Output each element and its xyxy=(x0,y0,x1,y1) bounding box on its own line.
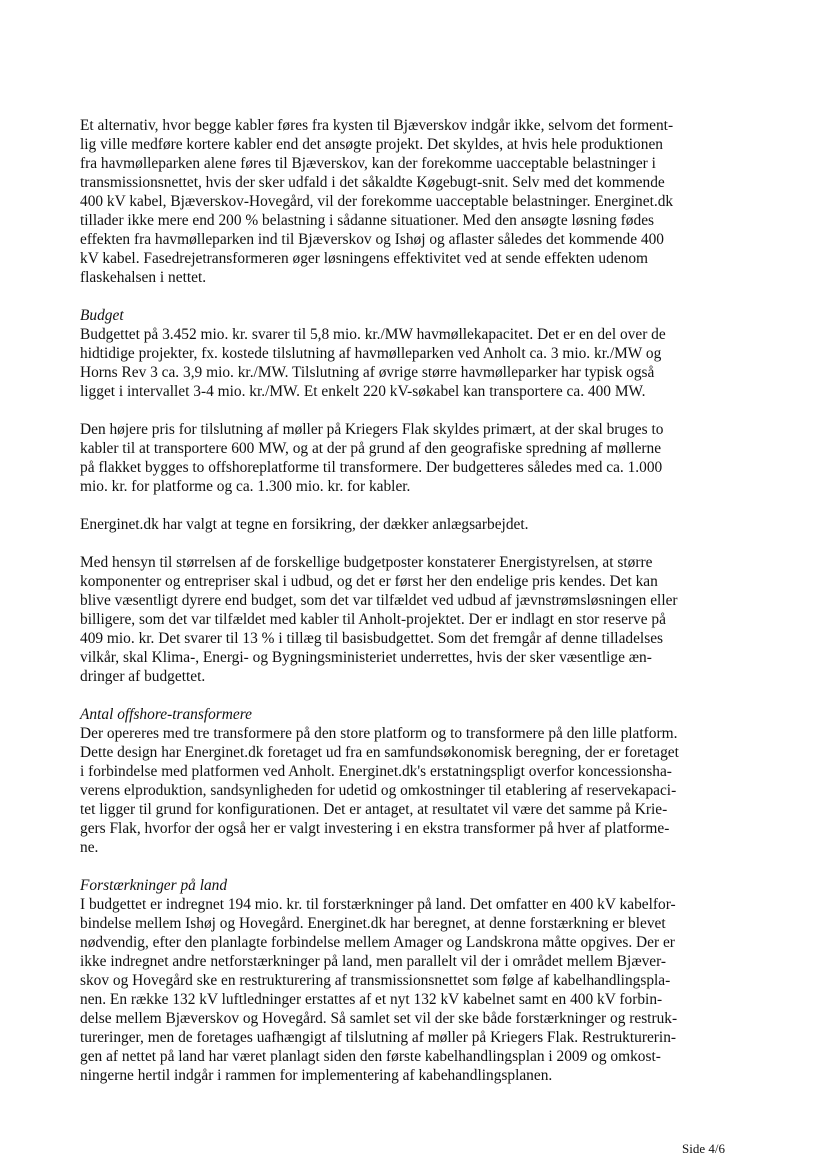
section-budget xyxy=(80,306,728,401)
section-offshore-transformers xyxy=(80,705,728,857)
text-line: tureringer, men de foretages uafhængigt af tilslutning af møller på Kriegers Flak. Restrukturerin- xyxy=(80,1029,677,1046)
paragraph-budget-4 xyxy=(80,553,728,686)
text-line: gen af nettet på land har været planlagt siden den første kabelhandlingsplan i 2009 og omkost- xyxy=(80,1048,661,1065)
text-line: Horns Rev 3 ca. 3,9 mio. kr./MW. Tilslutning af øvrige større havmølleparker har typisk også xyxy=(80,364,655,381)
text-line: Et alternativ, hvor begge kabler føres fra kysten til Bjæverskov indgår ikke, selvom det forment- xyxy=(80,117,674,134)
text-line: ne. xyxy=(80,839,99,856)
text-line: transmissionsnettet, hvis der sker udfald i det såkaldte Køgebugt-snit. Selv med det kommende xyxy=(80,174,665,191)
text-line: tet ligger til grund for konfigurationen. Det er antaget, at resultatet vil være det samme på Krie- xyxy=(80,801,668,818)
text-line: nen. En række 132 kV luftledninger erstattes af et nyt 132 kV kabelnet samt en 400 kV forbin- xyxy=(80,991,663,1008)
text-line: bindelse mellem Ishøj og Hovegård. Energinet.dk har beregnet, at denne forstærkning er blevet xyxy=(80,915,666,932)
paragraph-budget-3 xyxy=(80,515,728,534)
document-page xyxy=(80,116,728,1085)
text-line: verens elproduktion, sandsynligheden for udetid og omkostninger til etablering af reservekapaci- xyxy=(80,782,677,799)
text-line: komponenter og entrepriser skal i udbud, og det er først her den endelige pris kendes. Det kan xyxy=(80,573,658,590)
section-heading-budget: Budget xyxy=(80,307,124,324)
text-line: delse mellem Bjæverskov og Hovegård. Så samlet set vil der ske både forstærkninger og restruk- xyxy=(80,1010,678,1027)
text-line: Den højere pris for tilslutning af møller på Kriegers Flak skyldes primært, at der skal bruges to xyxy=(80,421,664,438)
text-line: I budgettet er indregnet 194 mio. kr. til forstærkninger på land. Det omfatter en 400 kV kabelfor- xyxy=(80,896,676,913)
text-line: Energinet.dk har valgt at tegne en forsikring, der dækker anlægsarbejdet. xyxy=(80,516,529,533)
text-line: 409 mio. kr. Det svarer til 13 % i tillæg til basisbudgettet. Som det fremgår af denne tilladelses xyxy=(80,630,664,647)
text-line: kabler til at transportere 600 MW, og at der på grund af den geografiske spredning af møllerne xyxy=(80,440,662,457)
section-heading-transformers: Antal offshore-transformere xyxy=(80,706,252,723)
text-line: ligget i intervallet 3-4 mio. kr./MW. Et enkelt 220 kV-søkabel kan transportere ca. 400 MW. xyxy=(80,383,646,400)
text-line: Budgettet på 3.452 mio. kr. svarer til 5,8 mio. kr./MW havmøllekapacitet. Det er en del over de xyxy=(80,326,666,343)
page-number: Side 4/6 xyxy=(682,1141,725,1156)
text-line: skov og Hovegård ske en restrukturering af transmissionsnettet som følge af kabelhandlingspla- xyxy=(80,972,671,989)
text-line: kV kabel. Fasedrejetransformeren øger løsningens effektivitet ved at sende effekten udenom xyxy=(80,250,648,267)
text-line: blive væsentligt dyrere end budget, som det var tilfældet ved udbud af jævnstrømsløsningen eller xyxy=(80,592,678,609)
text-line: dringer af budgettet. xyxy=(80,668,206,685)
text-line: vilkår, skal Klima-, Energi- og Bygningsministeriet underrettes, hvis der sker væsentlige æn- xyxy=(80,649,652,666)
paragraph-intro xyxy=(80,116,728,287)
text-line: ikke indregnet andre netforstærkninger på land, men parallelt vil der i området mellem Bjæver- xyxy=(80,953,667,970)
text-line: 400 kV kabel, Bjæverskov-Hovegård, vil der forekomme uacceptable belastninger. Energinet.dk xyxy=(80,193,674,210)
text-line: gers Flak, hvorfor der også her er valgt investering i en ekstra transformer på hver af platforme- xyxy=(80,820,670,837)
text-line: effekten fra havmølleparken ind til Bjæverskov og Ishøj og aflaster således det kommende 400 xyxy=(80,231,664,248)
text-line: lig ville medføre kortere kabler end det ansøgte projekt. Det skyldes, at hvis hele produktionen xyxy=(80,136,663,153)
text-line: ningerne hertil indgår i rammen for implementering af kabehandlingsplanen. xyxy=(80,1067,553,1084)
text-line: i forbindelse med platformen ved Anholt. Energinet.dk's erstatningspligt overfor koncessionsha- xyxy=(80,763,672,780)
text-line: Der opereres med tre transformere på den store platform og to transformere på den lille platform. xyxy=(80,725,678,742)
text-line: nødvendig, efter den planlagte forbindelse mellem Amager og Landskrona måtte opgives. Der er xyxy=(80,934,675,951)
text-line: billigere, som det var tilfældet med kabler til Anholt-projektet. Der er indlagt en stor reserve på xyxy=(80,611,666,628)
text-line: flaskehalsen i nettet. xyxy=(80,269,207,286)
text-line: hidtidige projekter, fx. kostede tilslutning af havmølleparken ved Anholt ca. 3 mio. kr./MW og xyxy=(80,345,662,362)
section-heading-land: Forstærkninger på land xyxy=(80,877,228,894)
text-line: fra havmølleparken alene føres til Bjæverskov, kan der forekomme uacceptable belastninger i xyxy=(80,155,656,172)
paragraph-budget-2 xyxy=(80,420,728,496)
text-line: Dette design har Energinet.dk foretaget ud fra en samfundsøkonomisk beregning, der er foretaget xyxy=(80,744,679,761)
text-line: mio. kr. for platforme og ca. 1.300 mio. kr. for kabler. xyxy=(80,478,411,495)
text-line: på flakket bygges to offshoreplatforme til transformere. Der budgetteres således med ca. 1.000 xyxy=(80,459,663,476)
text-line: Med hensyn til størrelsen af de forskellige budgetposter konstaterer Energistyrelsen, at større xyxy=(80,554,653,571)
text-line: tillader ikke mere end 200 % belastning i sådanne situationer. Med den ansøgte løsning fødes xyxy=(80,212,655,229)
section-land-reinforcements xyxy=(80,876,728,1085)
